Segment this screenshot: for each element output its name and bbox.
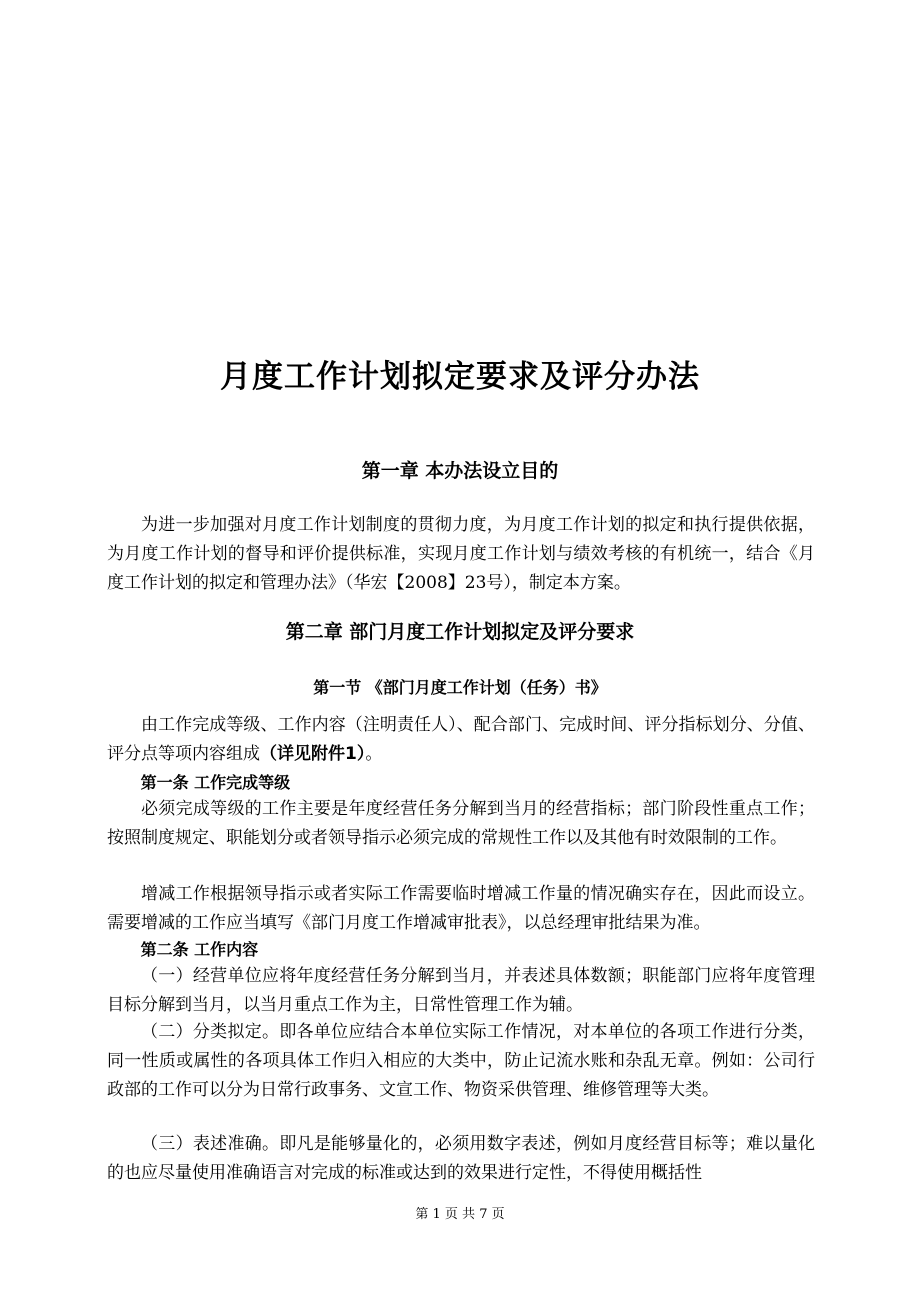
- article-2-item-2: （二）分类拟定。即各单位应结合本单位实际工作情况，对本单位的各项工作进行分类，同一性质或属性的各项具体工作归入相应的大类中，防止记流水账和杂乱无章。例如：公司行政部的工作可以分为日常行政事务、文宣工作、物资采供管理、维修管理等大类。: [107, 1022, 815, 1100]
- article-2-item-1: （一）经营单位应将年度经营任务分解到当月，并表述具体数额；职能部门应将年度管理目标分解到当月，以当月重点工作为主，日常性管理工作为辅。: [107, 966, 815, 1015]
- article-2-heading: 第二条 工作内容: [140, 940, 259, 959]
- section-1-intro-reference: （详见附件1）: [260, 744, 366, 764]
- section-1-intro-text: 由工作完成等级、工作内容（注明责任人）、配合部门、完成时间、评分指标划分、分值、评分点等项内容组成: [107, 715, 815, 764]
- article-1-paragraph-1: 必须完成等级的工作主要是年度经营任务分解到当月的经营指标；部门阶段性重点工作；按照制度规定、职能划分或者领导指示必须完成的常规性工作以及其他有时效限制的工作。: [107, 799, 815, 848]
- chapter-1-heading: 第一章 本办法设立目的: [361, 460, 559, 482]
- article-1-heading: 第一条 工作完成等级: [140, 773, 291, 792]
- article-2-item-3: （三）表述准确。即凡是能够量化的，必须用数字表述，例如月度经营目标等；难以量化的也应尽量使用准确语言对完成的标准或达到的效果进行定性，不得使用概括性: [107, 1134, 815, 1183]
- article-1-paragraph-2: 增减工作根据领导指示或者实际工作需要临时增减工作量的情况确实存在，因此而设立。需要增减的工作应当填写《部门月度工作增减审批表》，以总经理审批结果为准。: [107, 884, 815, 933]
- section-1-intro: [107, 711, 815, 769]
- page-footer: 第 1 页 共 7 页: [415, 1207, 505, 1222]
- chapter-2-heading: 第二章 部门月度工作计划拟定及评分要求: [285, 621, 635, 643]
- section-1-intro-end: 。: [365, 744, 383, 764]
- section-1-heading: 第一节 《部门月度工作计划（任务）书》: [313, 678, 607, 697]
- chapter-1-paragraph: 为进一步加强对月度工作计划制度的贯彻力度，为月度工作计划的拟定和执行提供依据，为月度工作计划的督导和评价提供标准，实现月度工作计划与绩效考核的有机统一，结合《月度工作计划的拟定和管理办法》（华宏【2008】23号），制定本方案。: [107, 515, 815, 593]
- document-title: 月度工作计划拟定要求及评分办法: [220, 359, 700, 395]
